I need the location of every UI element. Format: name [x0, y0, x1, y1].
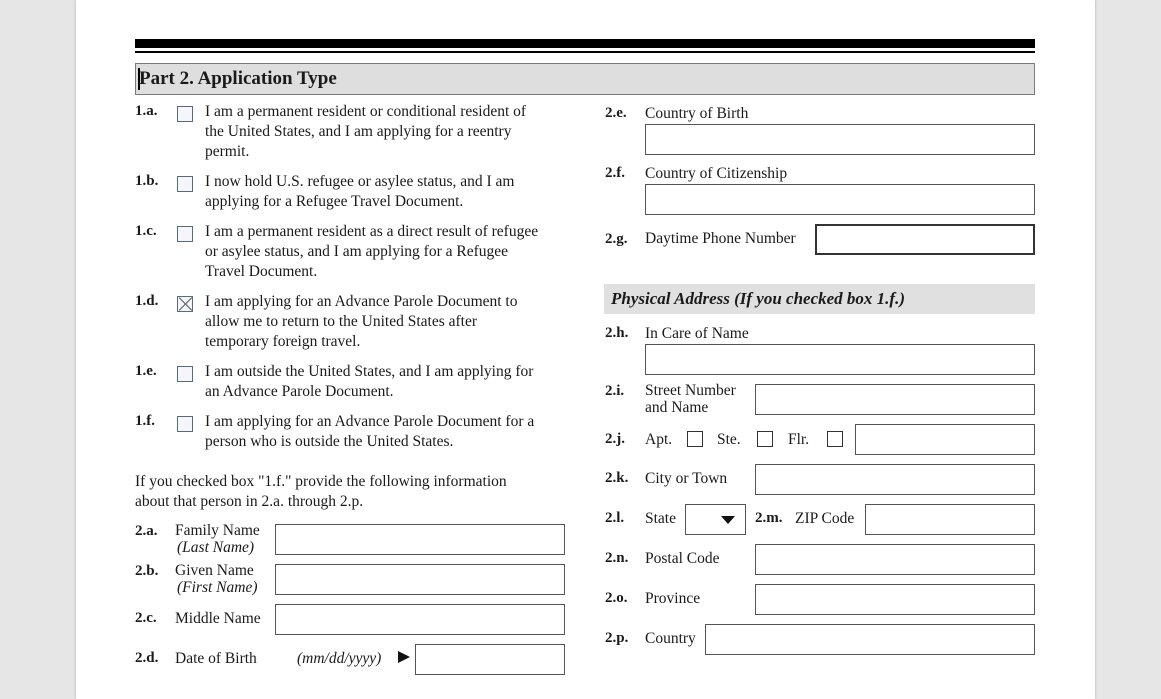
part-header — [135, 63, 1035, 95]
physical-address-title: Physical Address (If you checked box 1.f.) — [611, 289, 905, 308]
country-citizenship-label: Country of Citizenship — [645, 165, 788, 182]
ste-label: Ste. — [717, 431, 741, 448]
unit-field[interactable] — [855, 424, 1035, 455]
postal-number: 2.n. — [605, 550, 629, 566]
apt-checkbox[interactable] — [687, 431, 703, 447]
option-number: 1.f. — [135, 413, 155, 429]
in-care-of-number: 2.h. — [605, 325, 629, 341]
dob-number: 2.d. — [135, 650, 159, 666]
option-1f-text — [205, 412, 534, 452]
option-1e-text — [205, 362, 533, 402]
option-line: allow me to return to the United States after — [205, 313, 478, 330]
option-line: I am applying for an Advance Parole Document to — [205, 293, 518, 310]
city-field[interactable] — [755, 464, 1035, 495]
flr-checkbox[interactable] — [827, 431, 843, 447]
option-line: I am outside the United States, and I am applying for — [205, 363, 534, 380]
state-label: State — [645, 510, 676, 527]
option-1d-text — [205, 292, 518, 352]
given-name-number: 2.b. — [135, 563, 159, 579]
phone-number-label-number: 2.g. — [605, 231, 628, 247]
middle-name-field[interactable] — [275, 604, 565, 635]
zip-number: 2.m. — [755, 510, 783, 526]
street-field[interactable] — [755, 384, 1035, 415]
top-rule-thin — [135, 51, 1035, 53]
option-1c-checkbox[interactable] — [177, 226, 193, 242]
province-label: Province — [645, 590, 701, 607]
dob-label: Date of Birth — [175, 650, 257, 667]
option-1f-checkbox[interactable] — [177, 416, 193, 432]
state-number: 2.l. — [605, 510, 625, 526]
option-number: 1.c. — [135, 223, 157, 239]
option-1c-text — [205, 222, 538, 282]
dob-field[interactable] — [415, 644, 565, 675]
instruction-text — [135, 472, 507, 512]
option-number: 1.e. — [135, 363, 157, 379]
country-field[interactable] — [705, 624, 1035, 655]
part-title: Part 2. Application Type — [139, 68, 337, 89]
apt-label: Apt. — [645, 431, 673, 448]
street-label-line: Street Number — [645, 382, 736, 399]
option-number: 1.d. — [135, 293, 159, 309]
country-citizenship-number: 2.f. — [605, 165, 625, 181]
country-birth-number: 2.e. — [605, 105, 627, 121]
option-line: permit. — [205, 143, 250, 160]
unit-number: 2.j. — [605, 431, 625, 447]
top-rule-thick — [135, 39, 1035, 48]
family-name-sublabel: (Last Name) — [177, 539, 255, 556]
given-name-label — [175, 562, 258, 596]
in-care-of-label: In Care of Name — [645, 325, 749, 342]
option-1d-checkbox[interactable] — [177, 296, 193, 312]
province-number: 2.o. — [605, 590, 628, 606]
country-label: Country — [645, 630, 696, 647]
street-number: 2.i. — [605, 383, 625, 399]
phone-label: Daytime Phone Number — [645, 230, 796, 247]
option-line: applying for a Refugee Travel Document. — [205, 193, 464, 210]
arrow-right-icon — [398, 651, 410, 663]
option-line: Travel Document. — [205, 263, 318, 280]
chevron-down-icon — [721, 516, 735, 524]
city-number: 2.k. — [605, 470, 629, 486]
option-number: 1.b. — [135, 173, 159, 189]
postal-label: Postal Code — [645, 550, 720, 567]
instruction-line: If you checked box "1.f." provide the following information — [135, 473, 507, 490]
flr-label: Flr. — [788, 431, 810, 448]
option-1b-text — [205, 172, 515, 212]
family-name-label-text: Family Name — [175, 522, 260, 539]
ste-checkbox[interactable] — [757, 431, 773, 447]
option-1b-checkbox[interactable] — [177, 176, 193, 192]
phone-field[interactable] — [815, 224, 1035, 255]
province-field[interactable] — [755, 584, 1035, 615]
option-1a-text — [205, 102, 526, 162]
option-line: or asylee status, and I am applying for a Refugee — [205, 243, 509, 260]
city-label: City or Town — [645, 470, 728, 487]
family-name-number: 2.a. — [135, 523, 158, 539]
zip-label: ZIP Code — [795, 510, 855, 527]
postal-field[interactable] — [755, 544, 1035, 575]
middle-name-label: Middle Name — [175, 610, 261, 627]
option-line: I am a permanent resident or conditional resident of — [205, 103, 527, 120]
state-select[interactable] — [685, 504, 746, 535]
option-line: person who is outside the United States. — [205, 433, 454, 450]
option-line: I am a permanent resident as a direct result of refugee — [205, 223, 539, 240]
middle-name-number: 2.c. — [135, 610, 157, 626]
in-care-of-field[interactable] — [645, 344, 1035, 375]
option-line: an Advance Parole Document. — [205, 383, 394, 400]
family-name-field[interactable] — [275, 524, 565, 555]
country-number: 2.p. — [605, 630, 629, 646]
family-name-label — [175, 522, 260, 556]
street-label-line: and Name — [645, 399, 709, 416]
country-birth-label: Country of Birth — [645, 105, 749, 122]
option-number: 1.a. — [135, 103, 158, 119]
country-birth-field[interactable] — [645, 124, 1035, 155]
country-citizenship-field[interactable] — [645, 184, 1035, 215]
zip-field[interactable] — [865, 504, 1035, 535]
option-1e-checkbox[interactable] — [177, 366, 193, 382]
instruction-line: about that person in 2.a. through 2.p. — [135, 493, 364, 510]
physical-address-section — [604, 284, 1035, 314]
given-name-field[interactable] — [275, 564, 565, 595]
street-label — [645, 382, 736, 416]
dob-format-hint: (mm/dd/yyyy) — [297, 650, 382, 667]
option-line: temporary foreign travel. — [205, 333, 361, 350]
option-1a-checkbox[interactable] — [177, 106, 193, 122]
option-line: I am applying for an Advance Parole Document for a — [205, 413, 535, 430]
given-name-label-text: Given Name — [175, 562, 254, 579]
option-line: the United States, and I am applying for a reentry — [205, 123, 512, 140]
option-line: I now hold U.S. refugee or asylee status, and I am — [205, 173, 515, 190]
given-name-sublabel: (First Name) — [177, 579, 258, 596]
